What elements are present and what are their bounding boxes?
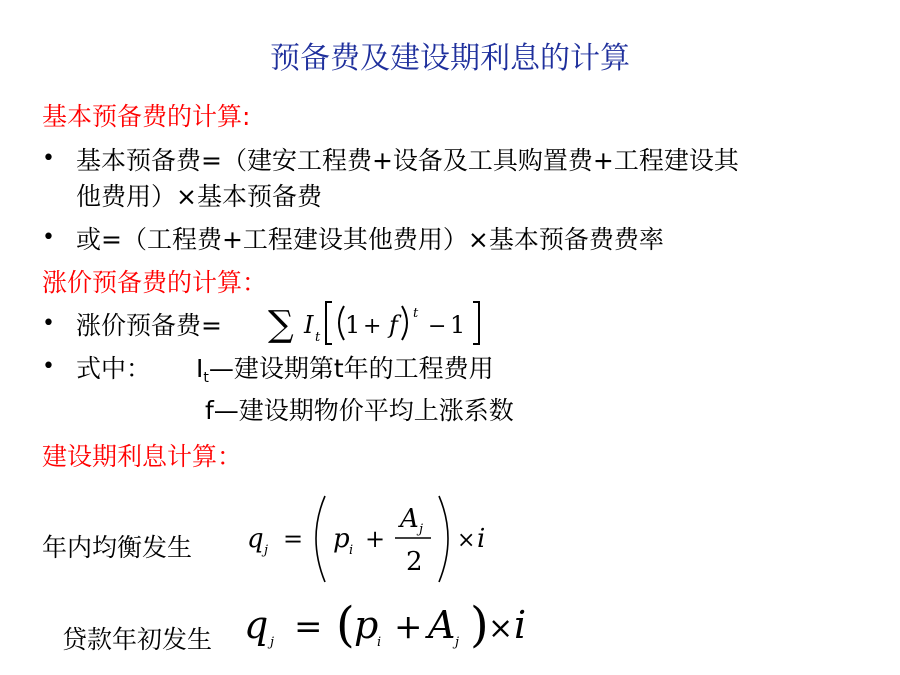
formula-op: + [363,314,382,339]
definition-it-var: I [196,354,204,383]
formula-op: = [283,525,304,553]
left-bracket [326,302,332,344]
interest-heading: 建设期利息计算： [42,442,243,471]
sum-symbol: ∑ [268,304,294,345]
left-paren: ( [336,597,355,653]
formula-var: j [270,635,275,650]
basic-formula-alt: 或=（工程费+工程建设其他费用）×基本预备费费率 [76,225,664,254]
formula-number: 1 [450,311,466,339]
formula-var: i [349,543,354,558]
formula-var: A [400,504,419,534]
basic-reserve-heading: 基本预备费的计算: [42,102,251,131]
interest-case-start: 贷款年初发生 [62,625,213,654]
formula-number: 1 [345,311,361,339]
left-paren [339,306,344,340]
bullet-dot: • [42,146,55,171]
formula-var: q [247,524,264,554]
definition-it-text: —建设期第t年的工程费用 [208,354,494,383]
formula-var: A [428,603,456,647]
formula-op: × [457,528,476,553]
interest-formula-start [242,594,542,660]
formula-op: − [428,314,447,339]
formula-var: p [333,524,350,554]
bullet-dot: • [42,354,55,379]
interest-case-even: 年内均衡发生 [42,533,193,562]
page-title: 预备费及建设期利息的计算 [270,41,630,76]
definition-it [196,349,494,386]
definition-it-sub: t [203,370,209,386]
right-paren [402,306,407,340]
interest-formula-even [245,490,505,590]
formula-var: i [377,635,382,650]
formula-op: × [488,611,514,646]
price-reserve-label: 涨价预备费= [76,311,222,340]
formula-var: i [477,524,486,554]
bullet-dot: • [42,311,55,336]
basic-formula-line1: 基本预备费=（建安工程费+设备及工具购置费+工程建设其 [76,146,739,175]
formula-exponent: t [413,306,419,321]
formula-var: j [455,635,460,650]
right-bracket [473,302,479,344]
formula-var: j [264,543,269,558]
basic-formula-line2: 他费用）×基本预备费 [76,182,322,211]
formula-var: I [304,311,314,339]
right-paren: ) [470,597,489,653]
formula-var: t [315,330,321,345]
formula-op: + [365,525,386,553]
formula-op: = [294,607,323,647]
formula-var: j [419,522,424,537]
price-reserve-formula [268,296,498,350]
price-reserve-heading: 涨价预备费的计算： [42,268,268,297]
formula-var: f [389,311,398,339]
bullet-dot: • [42,225,55,250]
formula-op: + [394,607,423,647]
definition-f: f—建设期物价平均上涨系数 [205,396,514,425]
formula-number: 2 [406,547,423,577]
right-paren [439,496,448,582]
formula-var: p [354,603,379,647]
formula-var: q [244,603,269,647]
left-paren [316,496,325,582]
formula-var: i [514,603,527,647]
where-label: 式中： [76,354,152,383]
